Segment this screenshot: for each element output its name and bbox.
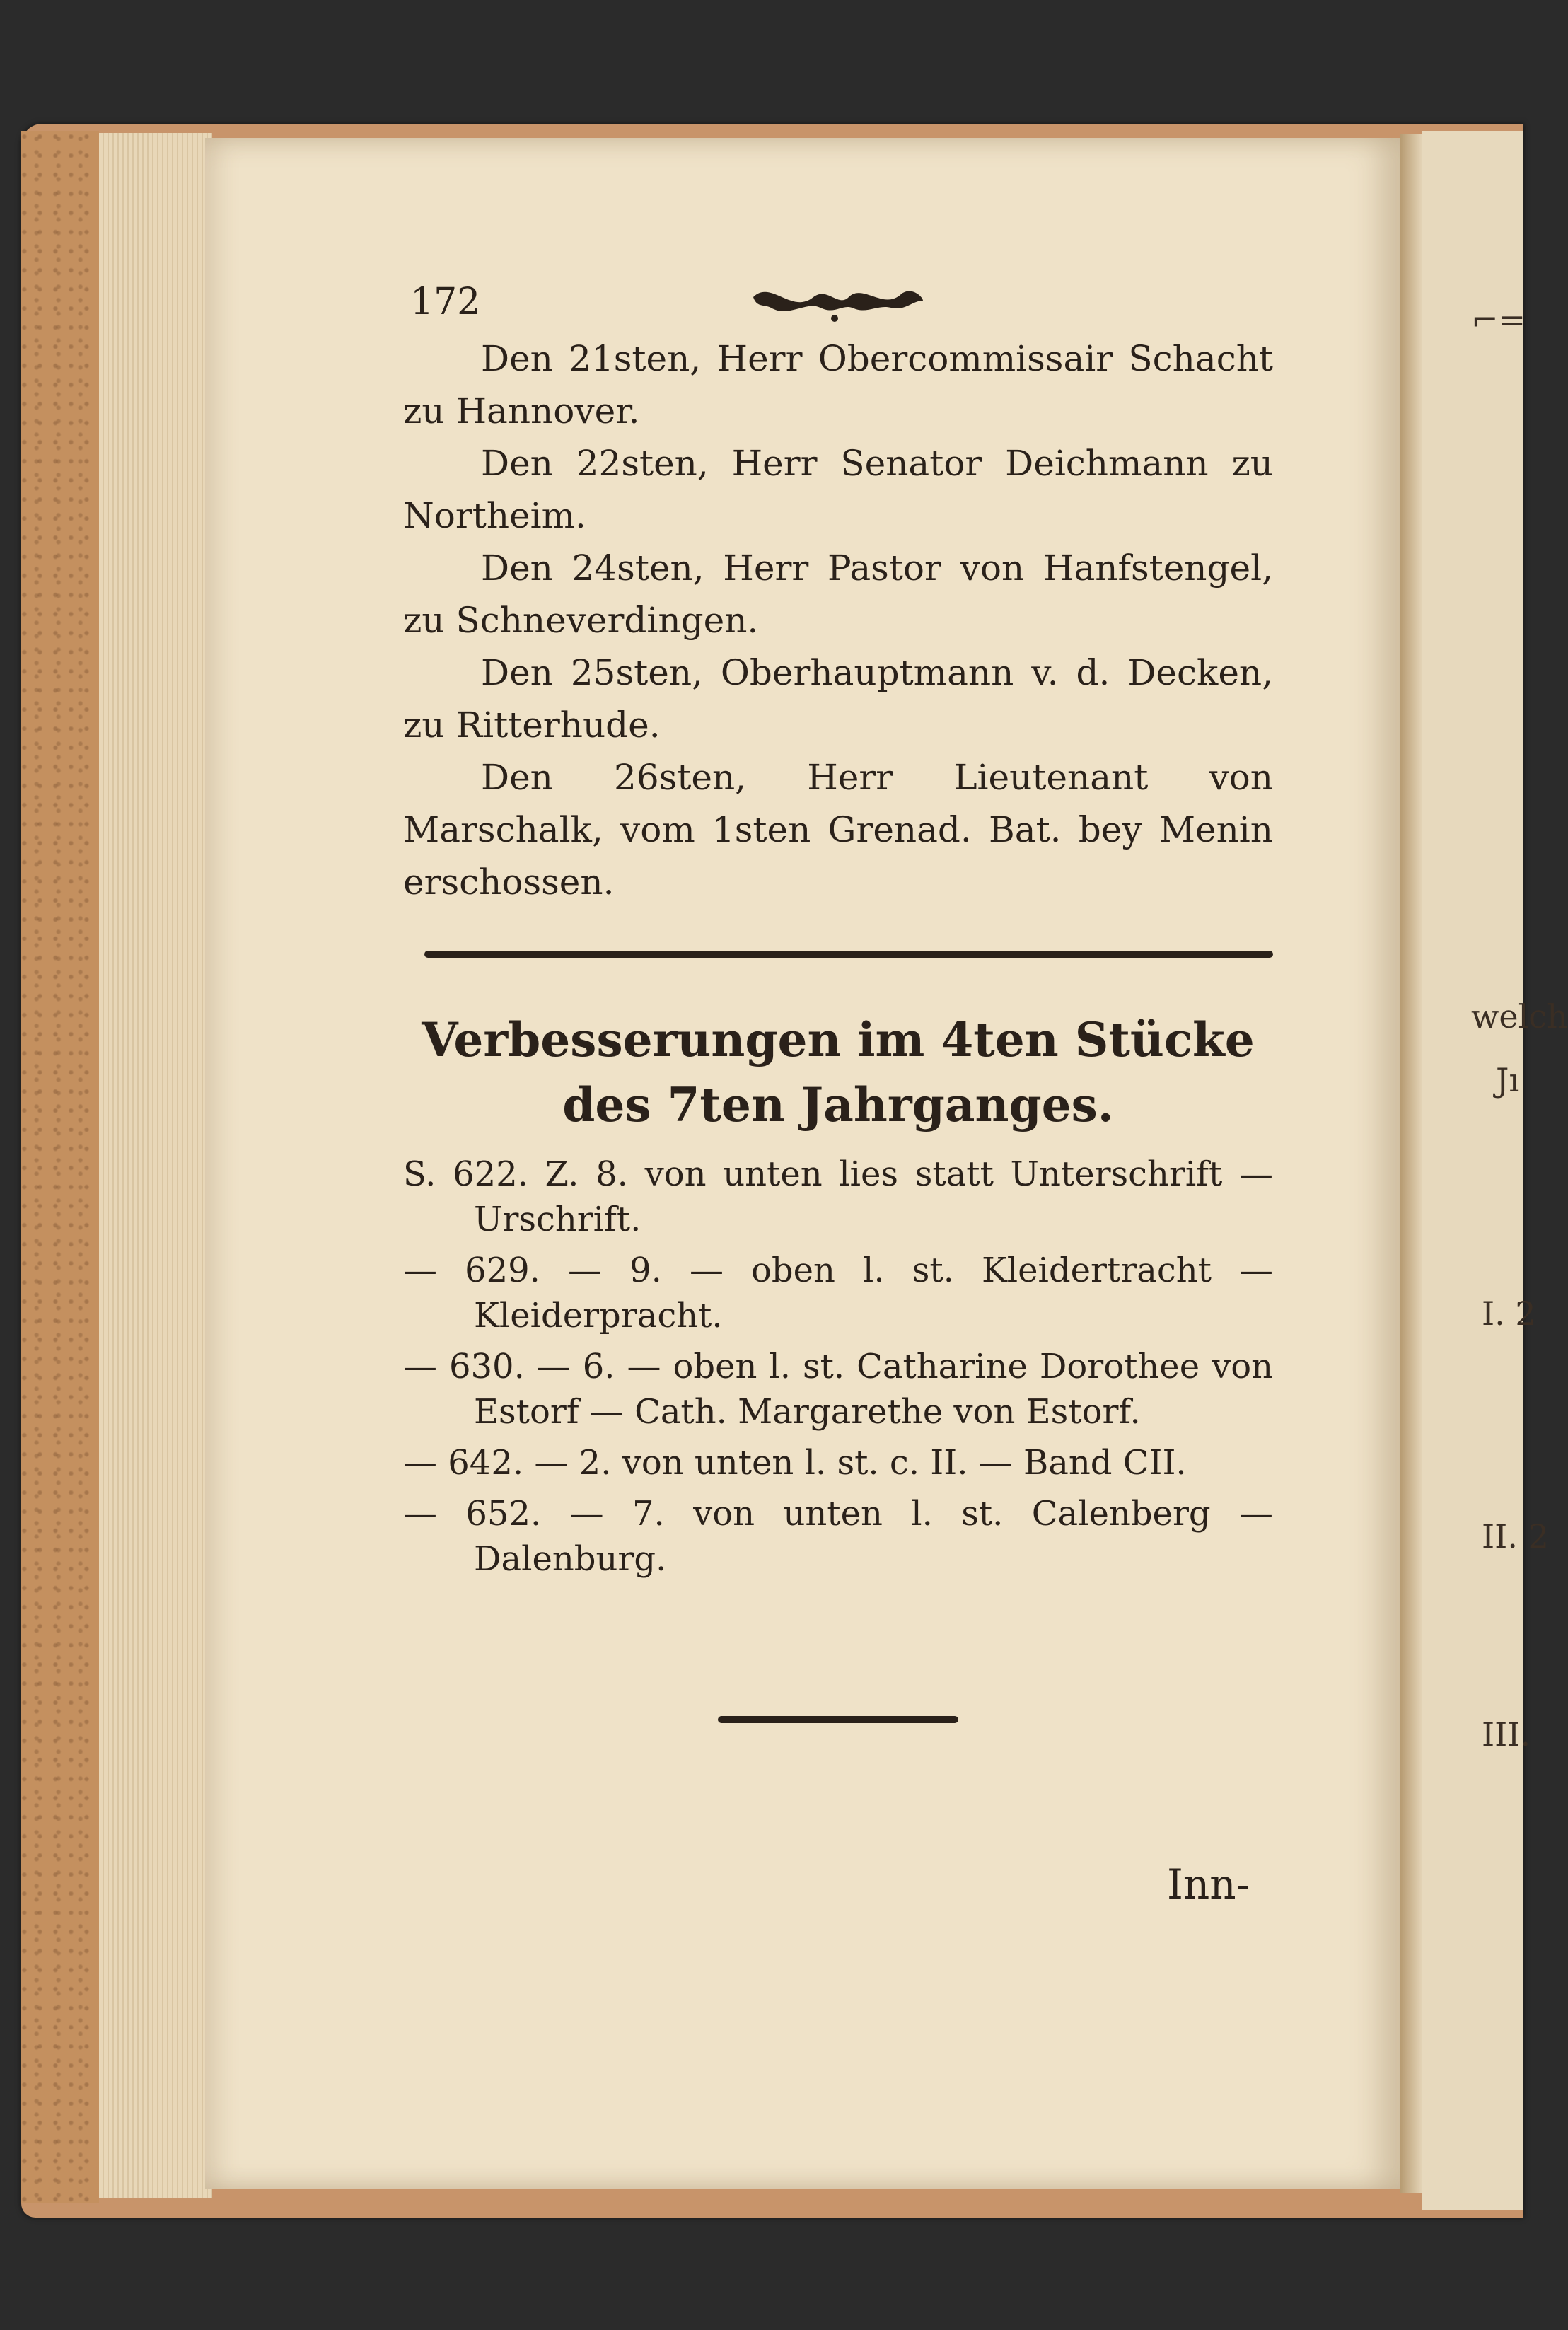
- correction-item: — 630. — 6. — oben l. st. Catharine Dorothee von Estorf — Cath. Margarethe von Estorf.: [403, 1347, 1273, 1432]
- end-rule: [718, 1716, 958, 1723]
- correction-item: — 652. — 7. von unten l. st. Calenberg — Dalenburg.: [403, 1494, 1273, 1579]
- catchword: Inn-: [1167, 1860, 1250, 1908]
- page-header: [403, 269, 1273, 332]
- facing-fragment: I. 2: [1482, 1294, 1536, 1333]
- facing-fragment: ⌐=: [1471, 301, 1526, 339]
- death-entry: Den 21sten, Herr Obercommissair Schacht zu Hannover.: [403, 338, 1273, 431]
- page-edges: [99, 133, 212, 2198]
- page-number: 172: [410, 281, 481, 323]
- facing-fragment: Jı: [1496, 1061, 1520, 1099]
- section-divider: [424, 951, 1273, 958]
- ornament-icon: [750, 276, 927, 325]
- death-entry: Den 26sten, Herr Lieutenant von Marschalk, vom 1sten Grenad. Bat. bey Menin erschossen.: [403, 757, 1273, 903]
- page-content: [403, 269, 1273, 1723]
- facing-fragment: III.: [1482, 1715, 1531, 1754]
- marbled-cover-edge: [21, 131, 99, 2203]
- death-entry: Den 24sten, Herr Pastor von Hanfstengel, zu Schneverdingen.: [403, 547, 1273, 641]
- correction-item: — 642. — 2. von unten l. st. c. II. — Band CII.: [403, 1443, 1187, 1483]
- facing-fragment: welch: [1471, 997, 1568, 1036]
- correction-item: S. 622. Z. 8. von unten lies statt Unterschrift — Urschrift.: [403, 1154, 1273, 1239]
- right-page-fragment: [1422, 131, 1568, 2210]
- death-entry: Den 22sten, Herr Senator Deichmann zu Northeim.: [403, 443, 1273, 536]
- book-gutter: [1400, 134, 1422, 2193]
- correction-item: — 629. — 9. — oben l. st. Kleidertracht — Kleiderpracht.: [403, 1251, 1273, 1335]
- facing-fragment: II. 2: [1482, 1517, 1549, 1555]
- death-entry: Den 25sten, Oberhauptmann v. d. Decken, zu Ritterhude.: [403, 652, 1273, 746]
- section-heading: Verbesserungen im 4ten Stücke des 7ten Jahrganges.: [422, 1012, 1255, 1132]
